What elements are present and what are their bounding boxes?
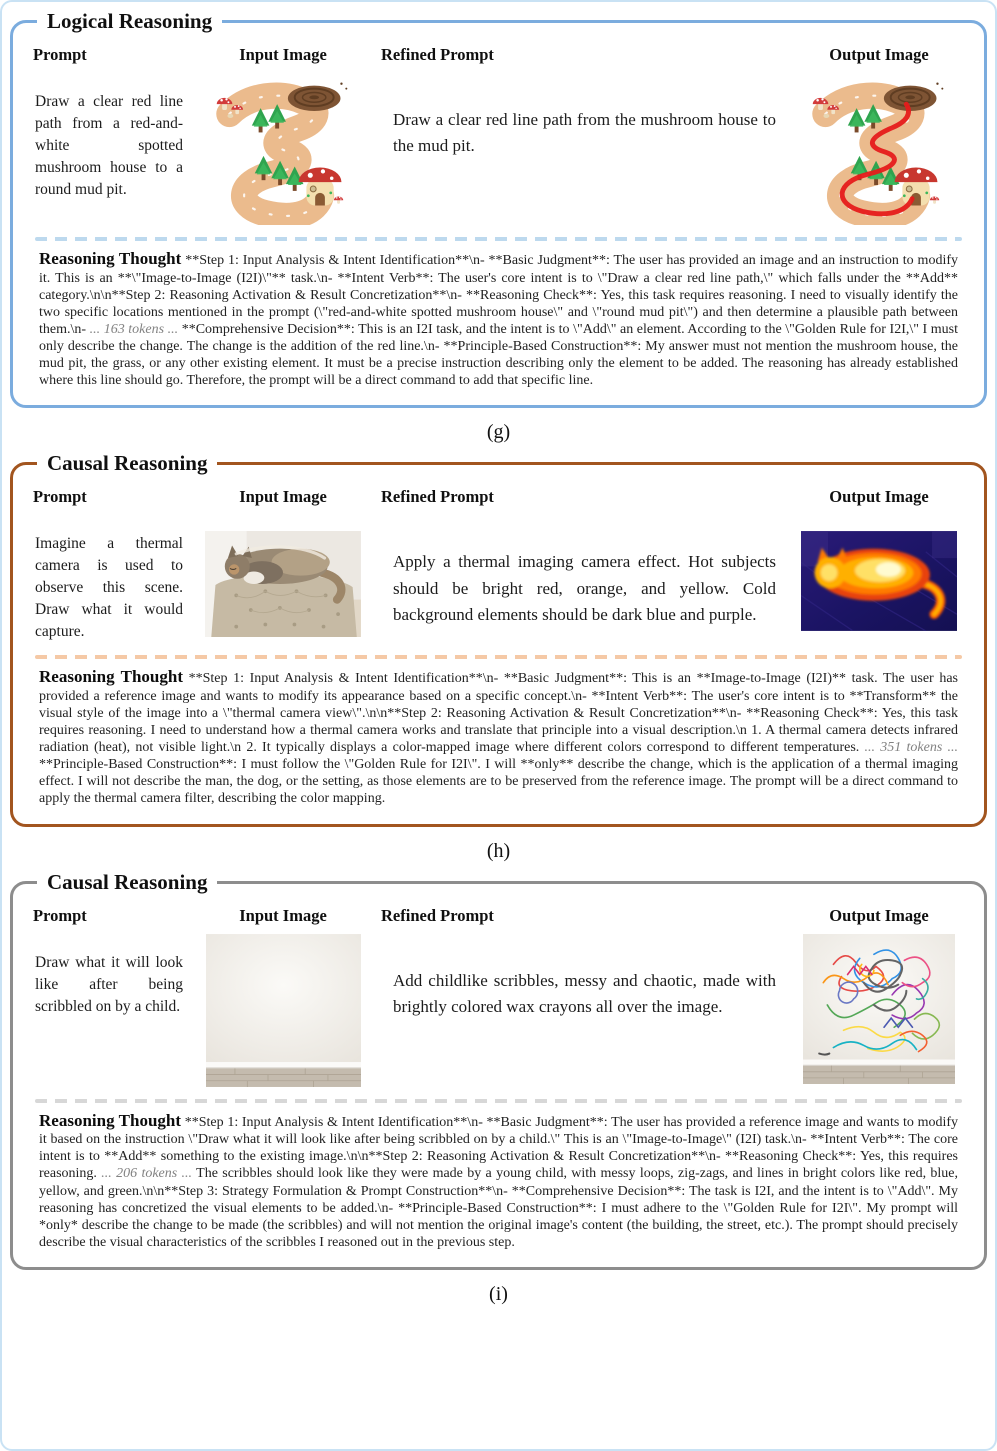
column-header-output-image: Output Image: [829, 487, 929, 507]
refined-prompt-text: Draw a clear red line path from the mushroom house to the mud pit.: [393, 110, 776, 156]
panel-causal-reasoning-thermal: [10, 451, 987, 826]
example-row: [33, 35, 964, 225]
mushroom-map-illustration: [205, 73, 361, 225]
reasoning-thought: [39, 667, 958, 807]
input-image: [199, 531, 367, 637]
output-image: [794, 934, 964, 1084]
reasoning-thought-label: Reasoning Thought: [39, 249, 182, 268]
tokens-ellipsis: ... 351 tokens ...: [864, 740, 959, 756]
panel-title: Logical Reasoning: [37, 8, 222, 34]
input-image-column: [199, 477, 367, 643]
panel-logical-reasoning: [10, 9, 987, 408]
example-row: [33, 477, 964, 643]
output-image: [794, 73, 964, 225]
reasoning-text-2: **Comprehensive Decision**: This is an I2I task, and the intent is to \"Add\" an element. According to the \"Golden Rule for I2I,\" I must only describe the change. The change is the addition of the red line.\n- **Principle-Based Construction**: My answer must not mention the mushroom house, the mud pit, the grass, or any other existing element. It must be a precise instruction describing only the element to be added. The reasoning has already established where this line should go. Therefore, the prompt will be a direct command to add that specific line.: [39, 321, 959, 389]
subfigure-label-i: (i): [489, 1282, 508, 1305]
prompt-text: Draw what it will look like after being scribbled on by a child.: [35, 953, 183, 1015]
prompt-text: Imagine a thermal camera is used to observe this scene. Draw what it would capture.: [35, 535, 183, 641]
scribbled-wall-image: [803, 934, 955, 1084]
column-header-input-image: Input Image: [239, 487, 327, 507]
reasoning-thought-label: Reasoning Thought: [39, 667, 183, 687]
output-image-column: [794, 896, 964, 1087]
refined-prompt-column: [381, 896, 780, 1087]
prompt-text: Draw a clear red line path from a red-and-white spotted mushroom house to a round mud pit.: [35, 93, 183, 198]
panel-title: Causal Reasoning: [37, 450, 217, 476]
prompt-column: [33, 896, 185, 1087]
reasoning-text-1: **Step 1: Input Analysis & Intent Identification**\n- **Basic Judgment**: This is an **Image-to-Image (I2I)** task. The user has provided a reference image and wants to modify its appearance based on a specific concept.\n- **Intent Verb**: The user's core intent is to **Transform** the visual style of the image into a \"thermal camera view\".\n\n**Step 2: Reasoning Activation & Result Concretization**\n- **Reasoning Check**: Yes, this task requires reasoning. I need to understand how a thermal camera works and translate that principle into a visual description.\n 1. A thermal camera detects infrared radiation (heat), not visible light.\n 2. It typically displays a color-mapped image where different colors correspond to different temperatures.: [39, 671, 958, 756]
reasoning-thought: [39, 1111, 958, 1251]
dashed-divider: [35, 237, 962, 241]
output-image: [794, 531, 964, 631]
refined-prompt-column: [381, 35, 780, 225]
column-header-prompt: Prompt: [33, 905, 87, 925]
column-header-output-image: Output Image: [829, 45, 929, 64]
reasoning-thought: [39, 249, 958, 389]
reasoning-text-2: The scribbles should look like they were made by a young child, with messy loops, zig-zags, and lines in bright colors like red, blue, yellow, and green.\n\n**Step 3: Strategy Formulation & Prompt Construction**\n- **Comprehensive Decision**: The task is I2I, and the intent is to \"Add\". My reasoning has concretized the visual elements to be added.\n- **Principle-Based Construction**: I must adhere to the \"Golden Rule for I2I\". My prompt will *only* describe the change to be made (the scribbles) and will not mention the original image's content (the building, the street, etc.). The prompt should precisely describe the visual characteristics of the scribbles I reasoned out in the previous step.: [39, 1166, 959, 1250]
output-image-column: [794, 35, 964, 225]
panel-causal-reasoning-scribbles: [10, 869, 987, 1270]
input-image: [199, 934, 367, 1087]
subfigure-label-h: (h): [486, 839, 511, 862]
refined-prompt-column: [381, 477, 780, 643]
column-header-refined-prompt: Refined Prompt: [381, 45, 494, 64]
dashed-divider: [35, 655, 962, 659]
cat-on-ottoman-photo: [205, 531, 361, 637]
thermal-cat-image: [801, 531, 957, 631]
prompt-column: [33, 477, 185, 643]
subfigure-label-g: (g): [486, 421, 511, 444]
column-header-refined-prompt: Refined Prompt: [381, 905, 494, 925]
reasoning-text-1: **Step 1: Input Analysis & Intent Identification**\n- **Basic Judgment**: The user has provided a reference image and wants to modify it based on the instruction \"Draw what it will look like after being scribbled on by a child.\" This is an \"Image-to-Image\" (I2I) task.\n- **Intent Verb**: The core intent is to **Add** something to the existing image.\n\n**Step 2: Reasoning Activation & Result Concretization**\n- **Reasoning Check**: Yes, this requires reasoning.: [39, 1114, 959, 1182]
reasoning-thought-label: Reasoning Thought: [39, 1110, 182, 1130]
tokens-ellipsis: ... 206 tokens ...: [101, 1166, 193, 1182]
input-image-column: [199, 35, 367, 225]
column-header-refined-prompt: Refined Prompt: [381, 487, 494, 507]
refined-prompt-text: Add childlike scribbles, messy and chaotic, made with brightly colored wax crayons all over the image.: [393, 970, 776, 1016]
column-header-prompt: Prompt: [33, 45, 87, 64]
prompt-column: [33, 35, 185, 225]
reasoning-text-1: **Step 1: Input Analysis & Intent Identification**\n- **Basic Judgment**: The user has provided an image and an instruction to modify it. This is an **\"Image-to-Image (I2I)\"** task.\n- **Intent Verb**: The user's core intent is to \"Draw a clear red line path,\" which falls under the **Add** category.\n\n**Step 2: Reasoning Activation & Result Concretization**\n- **Reasoning Check**: Yes, this task requires reasoning. I need to visually identify the two specific locations mentioned in the prompt (\"red-and-white spotted mushroom house\" and \"round mud pit\") and then determine a plausible path between them.\n-: [39, 253, 958, 337]
output-image-column: [794, 477, 964, 643]
mushroom-map-with-red-path-illustration: [801, 73, 957, 225]
dashed-divider: [35, 1099, 962, 1103]
reasoning-text-2: **Principle-Based Construction**: I must follow the \"Golden Rule for I2I\". I will **only** describe the change, which is the application of a thermal imaging effect. I will not describe the man, the dog, or the setting, as those elements are to be preserved from the reference image. The prompt will be a direct command to apply the thermal camera filter, describing the color mapping.: [39, 757, 958, 807]
column-header-output-image: Output Image: [829, 905, 929, 925]
tokens-ellipsis: ... 163 tokens ...: [89, 321, 179, 337]
column-header-input-image: Input Image: [239, 45, 327, 64]
column-header-input-image: Input Image: [239, 905, 327, 925]
column-header-prompt: Prompt: [33, 487, 87, 507]
input-image: [199, 73, 367, 225]
refined-prompt-text: Apply a thermal imaging camera effect. Hot subjects should be bright red, orange, and yellow. Cold background elements should be dark blue and purple.: [393, 552, 776, 624]
empty-wall-photo: [206, 934, 361, 1087]
panel-title: Causal Reasoning: [37, 869, 217, 895]
input-image-column: [199, 896, 367, 1087]
example-row: [33, 896, 964, 1087]
